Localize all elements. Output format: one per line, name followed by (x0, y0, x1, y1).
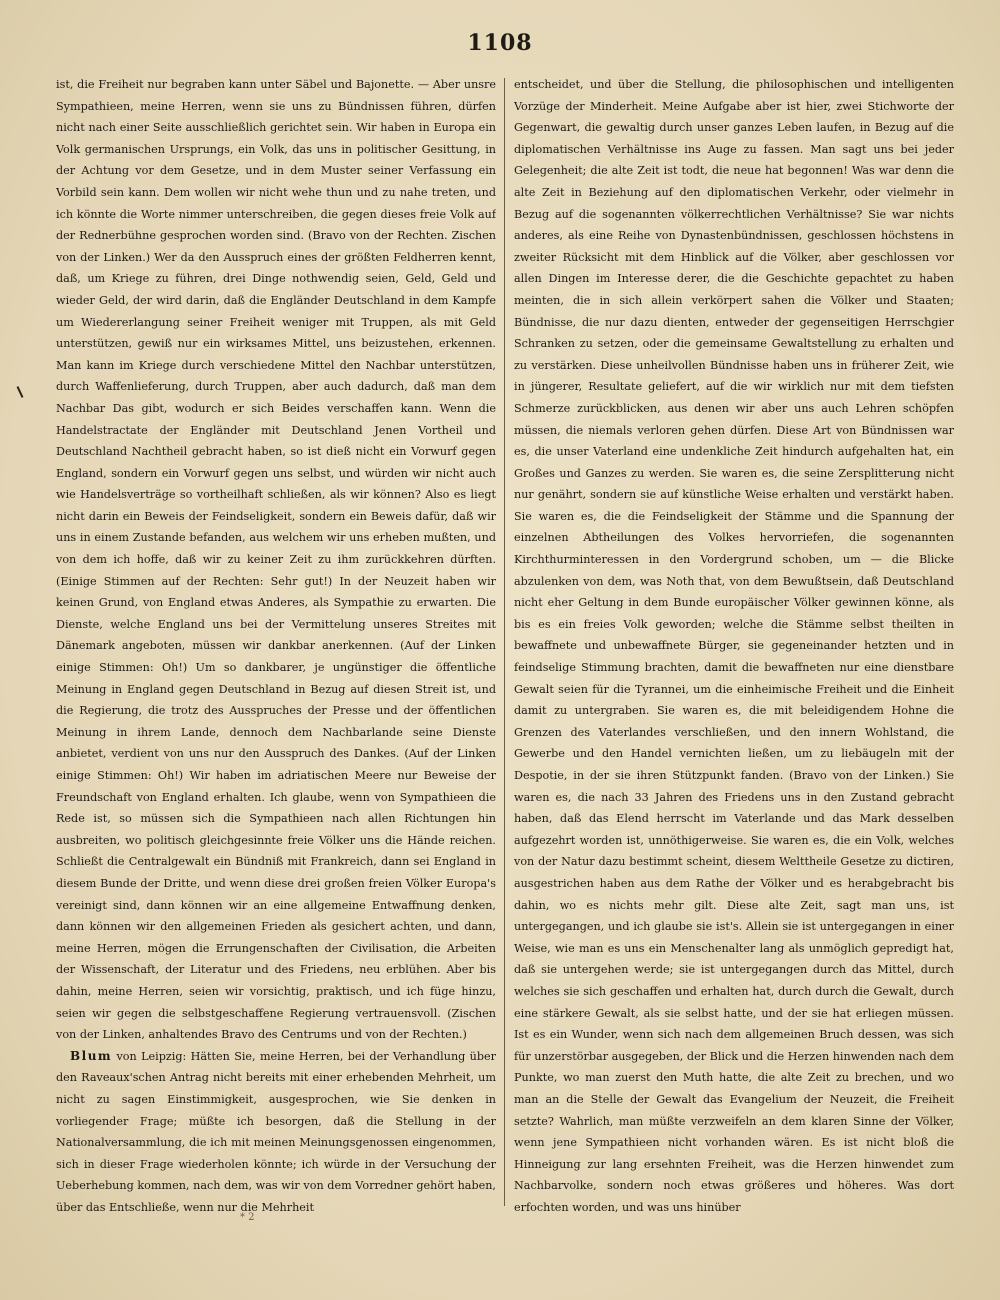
column-divider (504, 78, 505, 1206)
page-number: 1108 (467, 30, 533, 56)
footer-mark: * 2 (240, 1212, 255, 1223)
left-paragraph-1: ist, die Freiheit nur begraben kann unter Säbel und Bajonette. — Aber unsre Sympathieen, meine Herren, wenn sie uns zu Bündnissen führen, dürfen nicht nach einer Seite ausschließlich gerichtet sein. Wir haben in Europa ein Volk germanischen Ursprungs, ein Volk, das uns in politischer Gesittung, in der Achtung vor dem Gesetze, und in dem Muster seiner Verfassung ein Vorbild sein kann. Dem wollen wir nicht wehe thun und zu nahe treten, und ich könnte die Worte nimmer unterschreiben, die gegen dieses freie Volk auf der Rednerbühne gesprochen worden sind. (Bravo von der Rechten. Zischen von der Linken.) Wer da den Ausspruch eines der größten Feldherren kennt, daß, um Kriege zu führen, drei Dinge nothwendig seien, Geld, Geld und wieder Geld, der wird darin, daß die Engländer Deutschland in dem Kampfe um Wiedererlangung seiner Freiheit weniger mit Truppen, als mit Geld unterstützen, gewiß nur ein wirksames Mittel, uns beizustehen, erkennen. Man kann im Kriege durch verschiedene Mittel den Nachbar unterstützen, durch Waffenlieferung, durch Truppen, aber auch dadurch, daß man dem Nachbar Das gibt, wodurch er sich Beides verschaffen kann. Wenn die Handelstractate der Engländer mit Deutschland Jenen Vortheil und Deutschland Nachtheil gebracht haben, so ist dieß nicht ein Vorwurf gegen England, sondern ein Vorwurf gegen uns selbst, und würden wir nicht auch wie Handelsverträge so vortheilhaft schließen, als wir können? Also es liegt nicht darin ein Beweis der Feindseligkeit, sondern ein Beweis dafür, daß wir uns in einem Zustande befanden, aus welchem wir uns erheben mußten, und von dem ich hoffe, daß wir zu keiner Zeit zu ihm zurückkehren dürften. (Einige Stimmen auf der Rechten: Sehr gut!) In der Neuzeit haben wir keinen Grund, von England etwas Anderes, als Sympathie zu erwarten. Die Dienste, welche England uns bei der Vermittelung unseres Streites mit Dänemark angeboten, müssen wir dankbar anerkennen. (Auf der Linken einige Stimmen: Oh!) Um so dankbarer, je ungünstiger die öffentliche Meinung in England gegen Deutschland in Bezug auf diesen Streit ist, und die Regierung, die trotz des Ausspruches der Presse und der öffentlichen Meinung in ihrem Lande, dennoch dem Nachbarlande seine Dienste anbietet, verdient von uns nur den Ausspruch des Dankes. (Auf der Linken einige Stimmen: Oh!) Wir haben im adriatischen Meere nur Beweise der Freundschaft von England erhalten. Ich glaube, wenn von Sympathieen die Rede ist, so müssen sich die Sympathieen nach allen Richtungen hin ausbreiten, wo politisch gleichgesinnte freie Völker uns die Hände reichen. Schließt die Centralgewalt ein Bündniß mit Frankreich, dann sei England in diesem Bunde der Dritte, und wenn diese drei großen freien Völker Europa's vereinigt sind, dann können wir an eine allgemeine Entwaffnung denken, dann können wir den allgemeinen Frieden als gesichert achten, und dann, meine Herren, mögen die Errungenschaften der Civilisation, die Arbeiten der Wissenschaft, der Literatur und des Friedens, neu erblühen. Aber bis dahin, meine Herren, seien wir vorsichtig, praktisch, und ich füge hinzu, seien wir gegen die selbstgeschaffene Regierung vertrauensvoll. (Zischen von der Linken, anhaltendes Bravo des Centrums und von der Rechten.) (56, 78, 496, 1042)
speaker-name: Blum (70, 1048, 113, 1063)
left-paragraph-2 (56, 1046, 496, 1214)
left-paragraph-2-text: von Leipzig: Hätten Sie, meine Herren, bei der Verhandlung über den Raveaux'schen Antrag nicht bereits mit einer erhebenden Mehrheit, um nicht zu sagen Einstimmigkeit, ausgesprochen, wie Sie denken in vorliegender Frage; müßte ich besorgen, daß die Stellung in der Nationalversammlung, die ich mit meinen Meinungsgenossen eingenommen, sich in dieser Frage wiederholen könnte; ich würde in der Versuchung der Ueberhebung kommen, nach dem, was wir von dem Vorredner gehört haben, über das Entschließe, wenn nur die Mehrheit (56, 1049, 496, 1214)
margin-mark (17, 386, 24, 398)
left-column (56, 74, 496, 1214)
right-paragraph-1: entscheidet, und über die Stellung, die philosophischen und intelligenten Vorzüge der Minderheit. Meine Aufgabe aber ist hier, zwei Stichworte der Gegenwart, die gewaltig durch unser ganzes Leben laufen, in Bezug auf die diplomatischen Verhältnisse ins Auge zu fassen. Man sagt uns bei jeder Gelegenheit; die alte Zeit ist todt, die neue hat begonnen! Was war denn die alte Zeit in Beziehung auf den diplomatischen Verkehr, oder vielmehr in Bezug auf die sogenannten völkerrechtlichen Verhältnisse? Sie war nichts anderes, als eine Reihe von Dynastenbündnissen, geschlossen höchstens in zweiter Rücksicht mit dem Hinblick auf die Völker, aber geschlossen vor allen Dingen im Interesse derer, die die Geschichte gepachtet zu haben meinten, die in sich allein verkörpert sahen die Völker und Staaten; Bündnisse, die nur dazu dienten, entweder der gegenseitigen Herrschgier Schranken zu setzen, oder die gemeinsame Gewaltstellung zu erhalten und zu verstärken. Diese unheilvollen Bündnisse haben uns in früherer Zeit, wie in jüngerer, Resultate geliefert, auf die wir wirklich nur mit dem tiefsten Schmerze zurückblicken, aus denen wir aber uns auch Lehren schöpfen müssen, die niemals verloren gehen dürfen. Diese Art von Bündnissen war es, die unser Vaterland eine undenkliche Zeit hindurch aufgehalten hat, ein Großes und Ganzes zu werden. Sie waren es, die seine Zersplitterung nicht nur genährt, sondern sie auf künstliche Weise erhalten und verstärkt haben. Sie waren es, die die Feindseligkeit der Stämme und die Spannung der einzelnen Abtheilungen des Volkes hervorriefen, die sogenannten Kirchthurminteressen in den Vordergrund schoben, um — die Blicke abzulenken von dem, was Noth that, von dem Bewußtsein, daß Deutschland nicht eher Geltung in dem Bunde europäischer Völker gewinnen könne, als bis es ein freies Volk geworden; welche die Stämme selbst theilten in bewaffnete und unbewaffnete Bürger, sie gegeneinander hetzten und in feindselige Stimmung brachten, damit die bewaffneten nur eine dienstbare Gewalt seien für die Tyrannei, um die einheimische Freiheit und die Einheit damit zu untergraben. Sie waren es, die mit beleidigendem Hohne die Grenzen des Vaterlandes verschließen, und den innern Wohlstand, die Gewerbe und den Handel vernichten ließen, um zu liebäugeln mit der Despotie, in der sie ihren Stützpunkt fanden. (Bravo von der Linken.) Sie waren es, die nach 33 Jahren des Friedens uns in den Zustand gebracht haben, daß das Elend herrscht im Vaterlande und das Mark desselben aufgezehrt worden ist, unnöthigerweise. Sie waren es, die ein Volk, welches von der Natur dazu bestimmt scheint, diesem Welttheile Gesetze zu dictiren, ausgestrichen haben aus dem Rathe der Völker und es herabgebracht bis dahin, wo es nichts mehr gilt. Diese alte Zeit, sagt man uns, ist untergegangen, und ich glaube sie ist's. Allein sie ist untergegangen in einer Weise, wie man es uns ein Menschenalter lang als unmöglich gepredigt hat, daß sie untergehen werde; sie ist untergegangen durch das Mittel, durch welches sie sich geschaffen und erhalten hat, durch durch die Gewalt, durch eine stärkere Gewalt, als sie selbst hatte, und der sie hat erliegen müssen. Ist es ein Wunder, wenn sich nach dem allgemeinen Bruch dessen, was sich für unzerstörbar ausgegeben, der Blick und die Herzen hinwenden nach dem Punkte, wo man zuerst den Muth hatte, die alte Zeit zu brechen, und wo man an die Stelle der Gewalt das Evangelium der Neuzeit, die Freiheit setzte? Wahrlich, man müßte verzweifeln an dem klaren Sinne der Völker, wenn jene Sympathieen nicht vorhanden wären. Es ist nicht bloß die Hinneigung zur lang ersehnten Freiheit, was die Herzen hinwendet zum Nachbarvolke, sondern noch etwas größeres und höheres. Was dort erfochten worden, und was uns hinüber (514, 78, 954, 1214)
right-column (514, 74, 954, 1214)
